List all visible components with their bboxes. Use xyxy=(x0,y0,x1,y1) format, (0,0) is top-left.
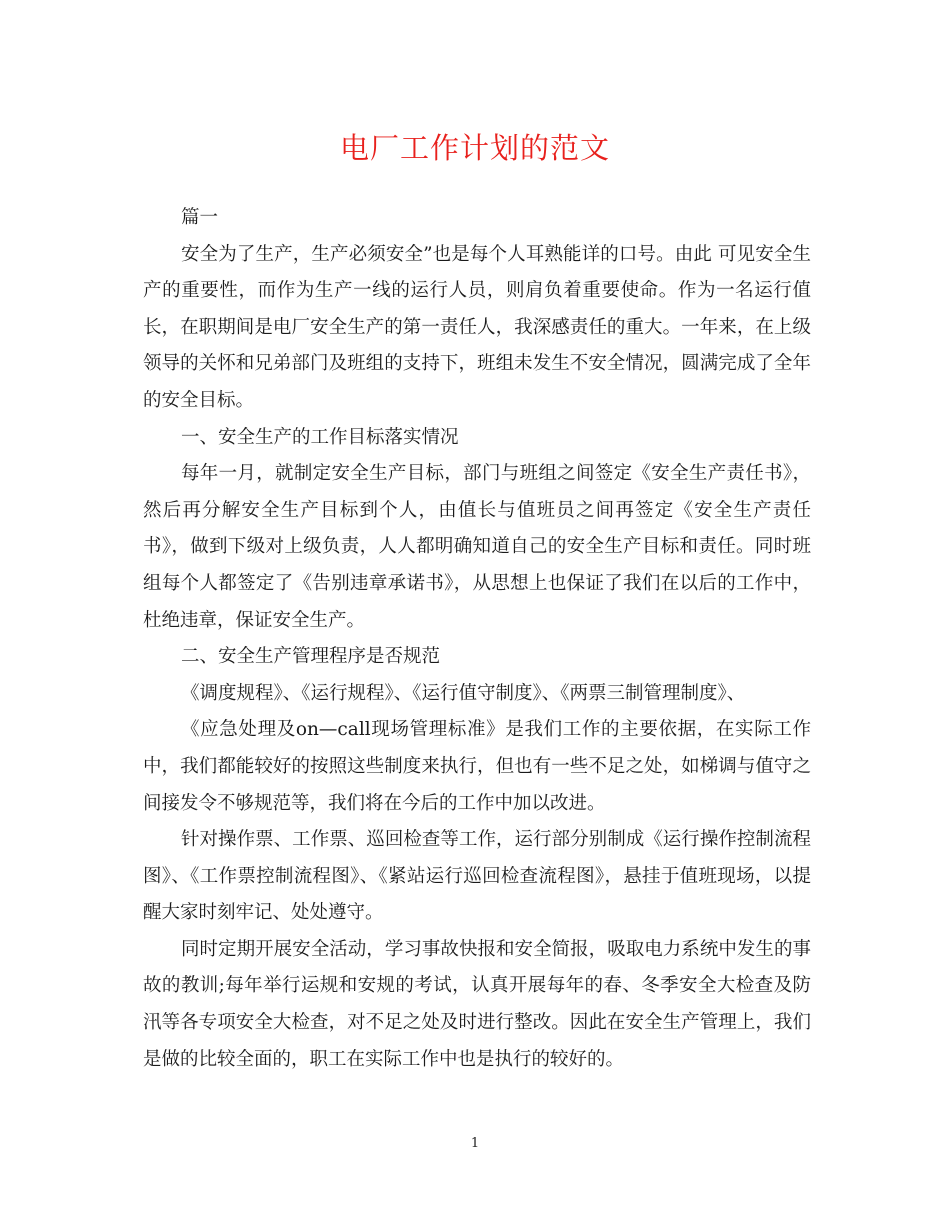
paragraph-section-1: 每年一月，就制定安全生产目标，部门与班组之间签定《安全生产责任书》，然后再分解安全生产目标到个人，由值长与值班员之间再签定《安全生产责任书》，做到下级对上级负责，人人都明确知道自己的安全生产目标和责任。同时班组每个人都签定了《告别违章承诺书》，从思想上也保证了我们在以后的工作中，杜绝违章，保证安全生产。 xyxy=(143,463,811,631)
paragraph-regulations-list: 《调度规程》、《运行规程》、《运行值守制度》、《两票三制管理制度》、 xyxy=(181,682,746,704)
paragraph-intro: 安全为了生产，生产必须安全”也是每个人耳熟能详的口号。由此 可见安全生产的重要性，而作为生产一线的运行人员，则肩负着重要使命。作为一名运行值长，在职期间是电厂安全生产的第一责任人，我深感责任的重大。一年来，在上级领导的关怀和兄弟部门及班组的支持下，班组未发生不安全情况，圆满完成了全年的安全目标。 xyxy=(143,243,811,411)
heading-section-1: 一、安全生产的工作目标落实情况 xyxy=(181,426,459,448)
page-number: 1 xyxy=(470,1136,480,1151)
heading-section-2: 二、安全生产管理程序是否规范 xyxy=(181,646,441,668)
paragraph-flowcharts: 针对操作票、工作票、巡回检查等工作，运行部分别制成《运行操作控制流程图》、《工作票控制流程图》、《紧站运行巡回检查流程图》，悬挂于值班现场，以提醒大家时刻牢记、处处遵守。 xyxy=(143,829,811,924)
section-label: 篇一 xyxy=(181,207,219,228)
document-title: 电厂工作计划的范文 xyxy=(339,131,610,165)
document-body xyxy=(143,200,811,1078)
paragraph-regulations: 《应急处理及on—call现场管理标准》是我们工作的主要依据，在实际工作中，我们都能较好的按照这些制度来执行，但也有一些不足之处，如梯调与值守之间接发令不够规范等，我们将在今后的工作中加以改进。 xyxy=(143,719,811,814)
paragraph-safety-activities: 同时定期开展安全活动，学习事故快报和安全简报，吸取电力系统中发生的事故的教训;每年举行运规和安规的考试，认真开展每年的春、冬季安全大检查及防汛等各专项安全大检查，对不足之处及时进行整改。因此在安全生产管理上，我们是做的比较全面的，职工在实际工作中也是执行的较好的。 xyxy=(143,938,811,1070)
